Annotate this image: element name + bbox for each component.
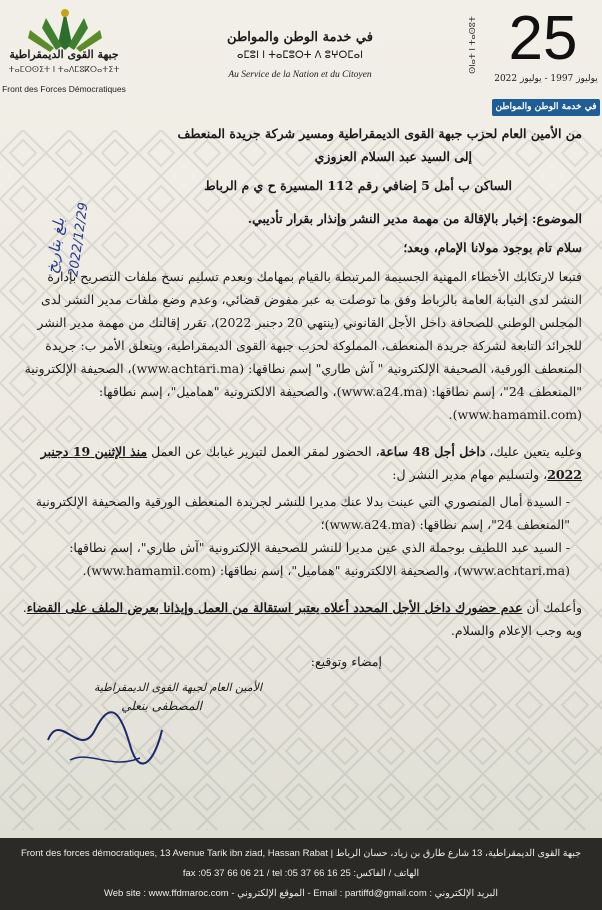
anniversary-tifinagh: ⵙⵏⴰⵜ ⵏ ⵜⴰⵙⵓⵜ bbox=[468, 16, 477, 74]
receipt-date: 2022/12/29 bbox=[66, 201, 92, 278]
warning-text-2: . bbox=[22, 600, 27, 615]
party-name-tifinagh: ⵜⴰⵎⵔⵙⵉⵜ ⵏ ⵜⴰⴷⵎⵓⴽⵔⴰⵜⵉⵜ bbox=[8, 65, 120, 74]
warning-emphasis: عدم حضورك داخل الأجل المحدد أعلاه يعتبر استقالة من العمل وإيذانا بعرض الملف على القضاء bbox=[26, 600, 523, 615]
footer-phone-fax: fax :05 37 66 06 21 / tel :05 37 66 16 25 :الهاتف / الفاكس bbox=[182, 868, 420, 879]
anniversary-number: 25 bbox=[508, 4, 578, 73]
letter-greeting: سلام تام بوجود مولانا الإمام، وبعد؛ bbox=[403, 240, 582, 255]
warning-text-1: وأعلمك أن bbox=[522, 600, 582, 615]
summons-deadline: داخل أجل 48 ساعة bbox=[379, 444, 486, 459]
slogan-french: Au Service de la Nation et du Citoyen bbox=[228, 70, 372, 80]
signatory-name: المصطفى بنعلي bbox=[121, 699, 202, 713]
letter-body bbox=[22, 122, 582, 715]
paragraph-summons bbox=[22, 440, 582, 486]
summons-text-1: وعليه يتعين عليك، bbox=[485, 444, 582, 459]
sender-line: من الأمين العام لحزب جبهة القوى الديمقراطية ومسير شركة جريدة المنعطف bbox=[177, 126, 582, 141]
signature-label: إمضاء وتوقيع: bbox=[310, 654, 382, 669]
summons-absence-date: منذ الإثنين 19 دجنبر 2022 bbox=[40, 444, 582, 482]
party-name-french: Front des Forces Démocratiques bbox=[2, 84, 126, 94]
letter-subject: الموضوع: إخبار بالإقالة من مهمة مدير النشر وإنذار بقرار تأديبي. bbox=[247, 211, 582, 226]
receipt-label: بلغ بتاريخ bbox=[42, 216, 69, 275]
footer-web-email: Web site : www.ffdmaroc.com - الموقع الإلكتروني - Email : partiffd@gmail.com : البريد الإلكتروني bbox=[103, 888, 499, 899]
slogan-arabic: في خدمة الوطن والمواطن bbox=[227, 30, 373, 45]
paragraph-dismissal: فتبعا لارتكابك الأخطاء المهنية الجسيمة المرتبطة بالقيام بمهامك وبعدم تسليم نسخ ملفات التصريح بإدارة النشر لدى النيابة العامة بالرباط وفق ما توصلت به عبر مفوض قضائي، وعدم وضع ملفات مدير النشر لدى المجلس الوطني للصحافة داخل الأجل القانوني (ينتهي 20 دجنبر 2022)، تقرر إقالتك من مهمة مدير النشر للجرائد التابعة لشركة جريدة المنعطف، المملوكة لحزب جبهة القوى الديمقراطية، ويتعلق الأمر ب: جريدة المنعطف الورقية، الصحيفة الإلكترونية " آش طاري" إسم نطاقها: (www.achtari.ma)، الصحيفة الإلكترونية "المنعطف 24"، إسم نطاقها: (www.a24.ma)، والصحيفة الالكترونية "هماميل"، إسم نطاقها: (www.hamamil.com). bbox=[24, 269, 582, 422]
handwritten-signature-icon bbox=[40, 700, 170, 780]
bullet-new-director-2: - السيد عبد اللطيف بوجملة الذي عين مديرا للنشر للصحيفة الإلكترونية "آش طاري"، إسم نطاقها: (www.achtari.ma)، والصحيفة الالكترونية "هماميل"، إسم نطاقها: (www.hamamil.com). bbox=[69, 540, 570, 578]
anniversary-dates: يوليوز 1997 - يوليوز 2022 bbox=[494, 74, 598, 84]
bullet-1-text: السيدة أمال المنصوري التي عينت بدلا عنك مديرا للنشر لجريدة المنعطف الورقية والصحيفة الإلكترونية "المنعطف 24"، إسم نطاقها: (www.a24.ma)؛ bbox=[35, 494, 570, 532]
letter-footer bbox=[0, 838, 602, 910]
summons-text-3: ، ولتسليم مهام مدير النشر ل: bbox=[392, 467, 548, 482]
summons-text-2: ، الحضور لمقر العمل لتبرير غيابك عن العمل bbox=[147, 444, 380, 459]
recipient-name: إلى السيد عبد السلام العزوزي bbox=[314, 149, 472, 164]
anniversary-slogan: في خدمة الوطن والمواطن bbox=[492, 99, 600, 116]
bullet-2-text: السيد عبد اللطيف بوجملة الذي عين مديرا للنشر للصحيفة الإلكترونية "آش طاري"، إسم نطاقها: (www.achtari.ma)، والصحيفة الالكترونية "هماميل"، إسم نطاقها: (www.hamamil.com). bbox=[69, 540, 570, 578]
party-name-arabic: جبهة القوى الديمقراطية bbox=[9, 48, 119, 61]
signatory-title: الأمين العام لجبهة القوى الديمقراطية bbox=[93, 681, 262, 694]
letter-closing: وبه وجب الإعلام والسلام. bbox=[450, 623, 582, 638]
footer-address: Front des forces démocratiques, 13 Avenue Tarik ibn ziad, Hassan Rabat | جبهة القوى الديمقراطية، 13 شارع طارق بن زياد، حسان الرباط bbox=[20, 848, 582, 859]
paragraph-warning bbox=[22, 596, 582, 619]
letterhead bbox=[0, 0, 602, 122]
bullet-new-director-1: - السيدة أمال المنصوري التي عينت بدلا عنك مديرا للنشر لجريدة المنعطف الورقية والصحيفة الإلكترونية "المنعطف 24"، إسم نطاقها: (www.a24.ma)؛ bbox=[35, 494, 570, 532]
slogan-tifinagh: ⴰⵎⵓⵏ ⵏ ⵜⴰⵎⵓⵔⵜ ⴷ ⵓⵖⵔⵎⴰⵏ bbox=[236, 50, 364, 61]
recipient-address: الساكن ب أمل 5 إضافي رقم 112 المسيرة ح ي م الرباط bbox=[204, 178, 512, 193]
